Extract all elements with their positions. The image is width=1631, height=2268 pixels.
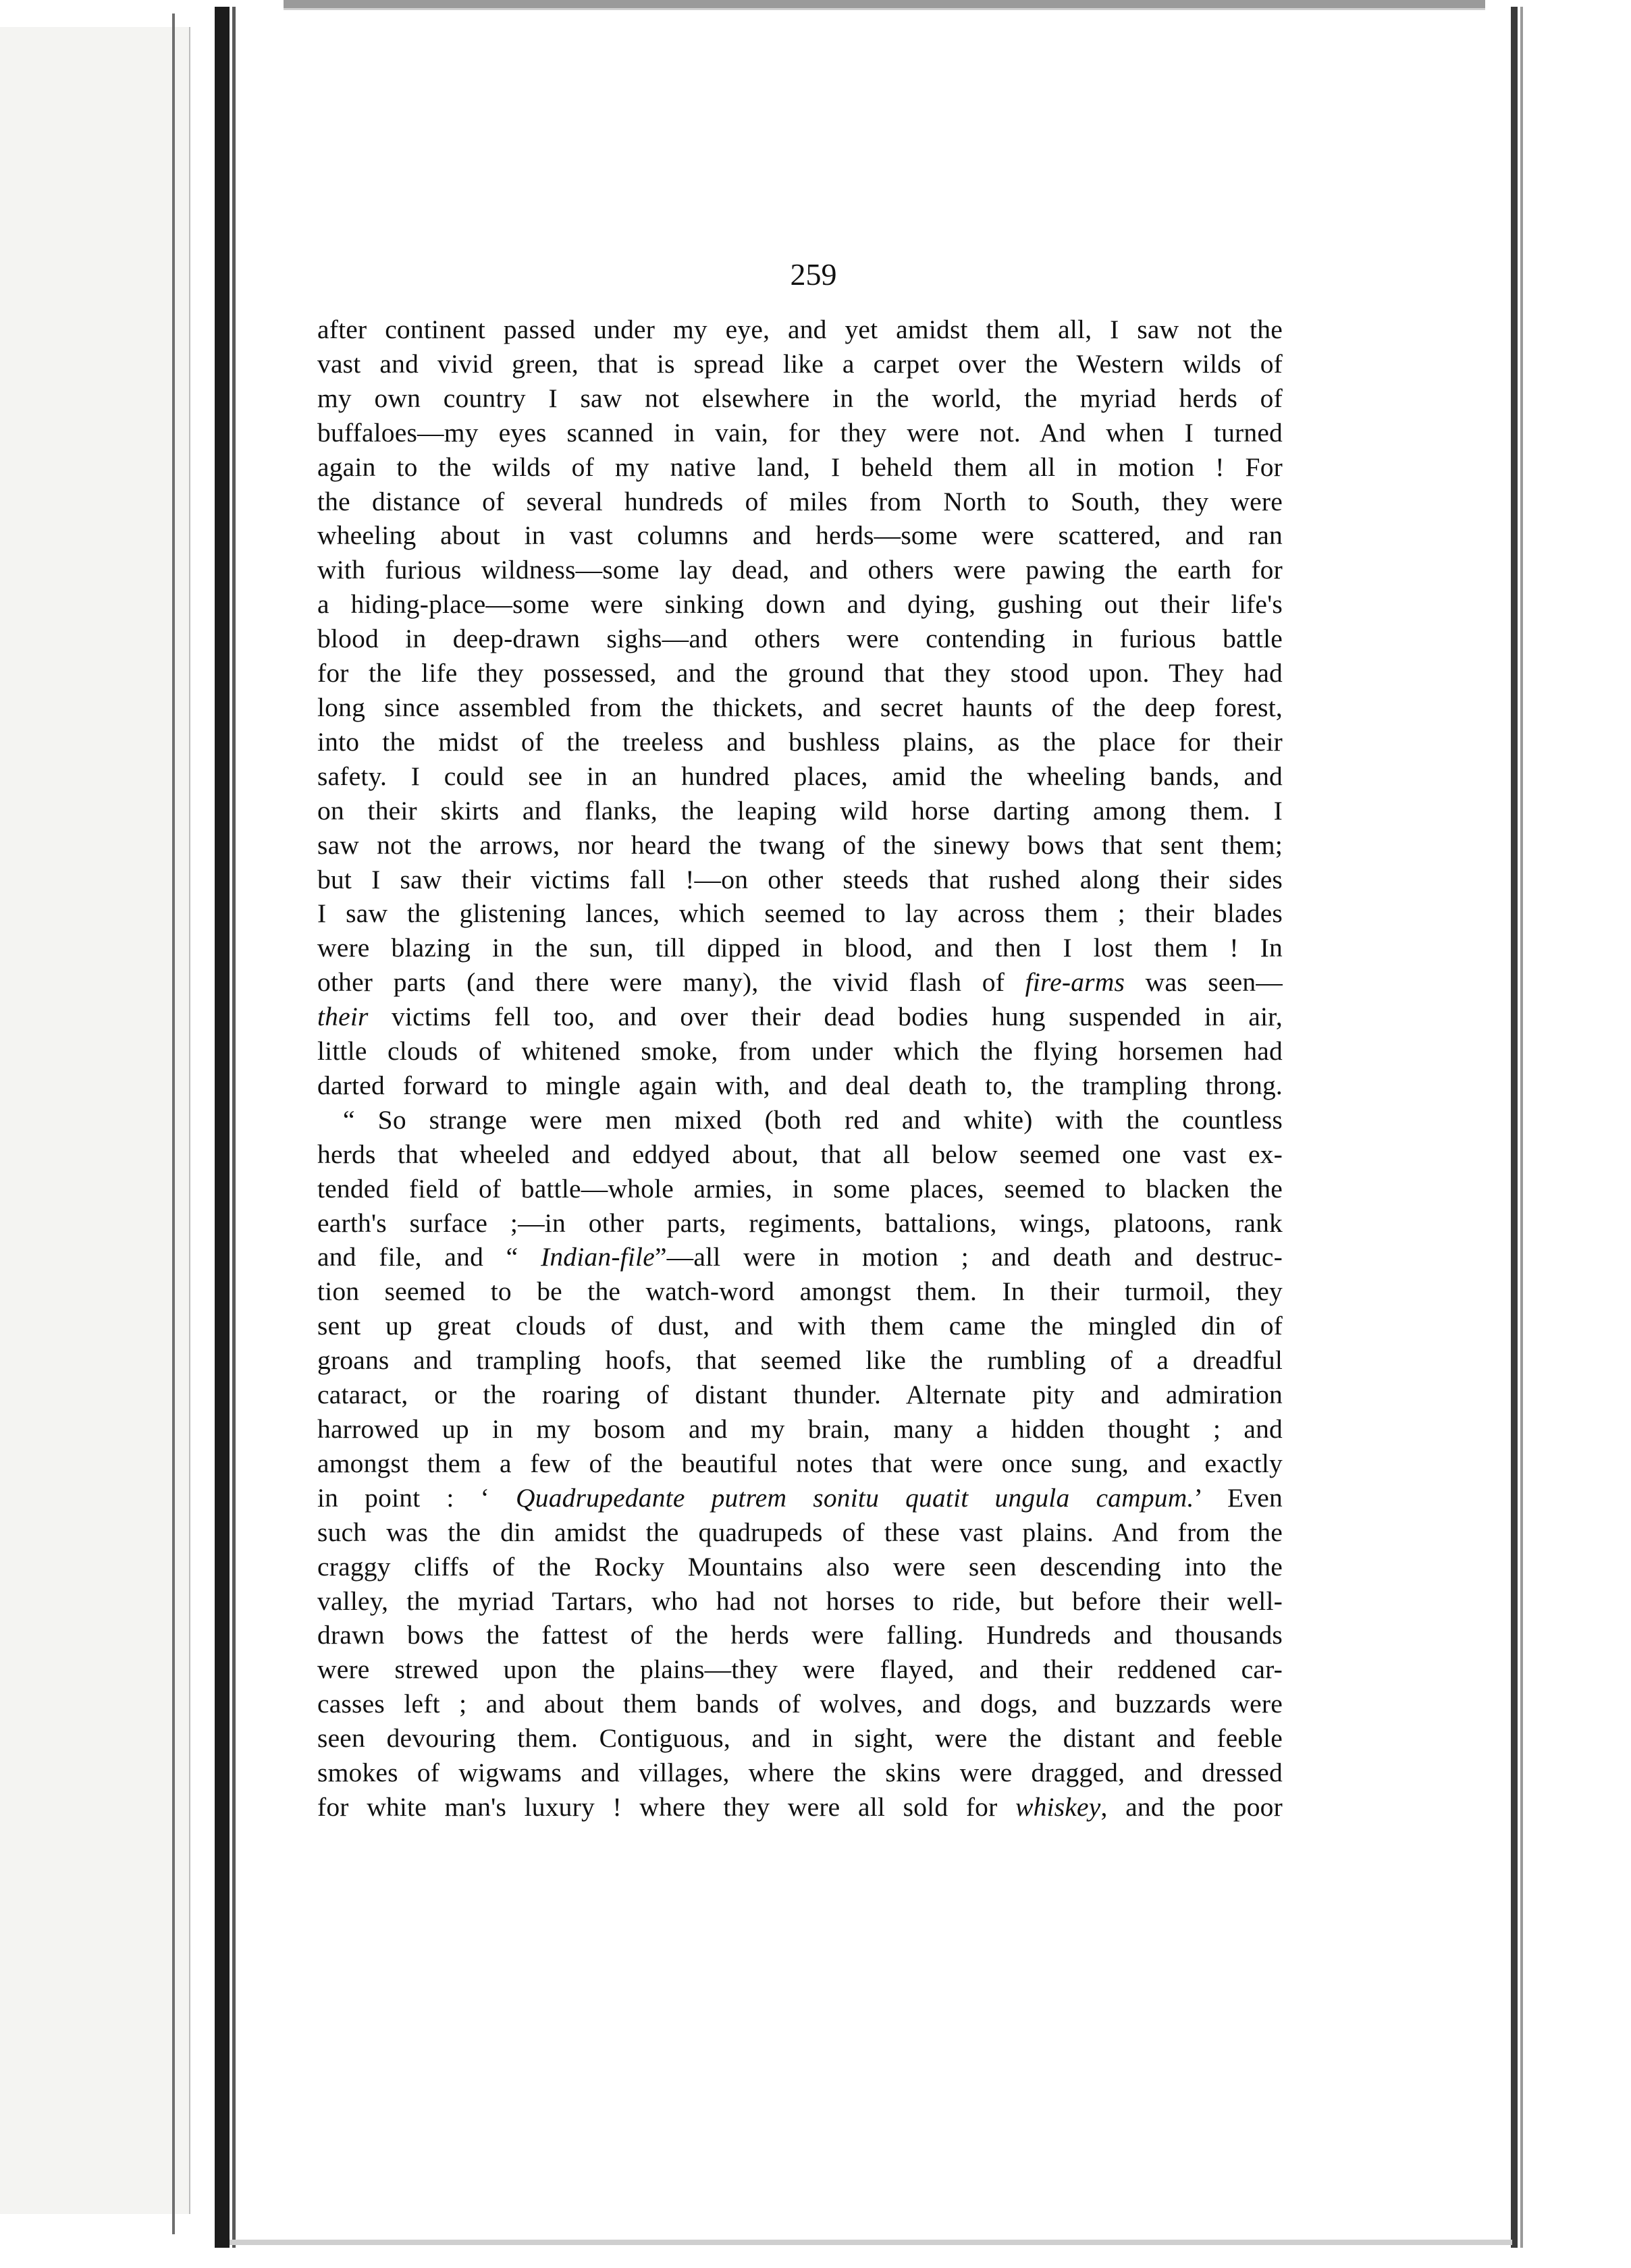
italic-run: whiskey	[1015, 1791, 1101, 1822]
page-content	[317, 256, 1283, 1825]
text-line: with furious wildness—some lay dead, and others were pawing the earth for	[317, 555, 1283, 585]
text-line: smokes of wigwams and villages, where the skins were dragged, and dressed	[317, 1758, 1283, 1788]
text-line	[317, 965, 1283, 1000]
text-run: in point : ‘	[317, 1482, 516, 1513]
text-line	[317, 1000, 1283, 1034]
text-line: safety. I could see in an hundred places, amid the wheeling bands, and	[317, 761, 1283, 791]
text-line: cataract, or the roaring of distant thunder. Alternate pity and admiration	[317, 1380, 1283, 1410]
text-line: “ So strange were men mixed (both red and white) with the countless	[343, 1104, 1283, 1135]
text-line: herds that wheeled and eddyed about, that all below seemed one vast ex-	[317, 1139, 1283, 1169]
text-line: blood in deep-drawn sighs—and others were contending in furious battle	[317, 624, 1283, 654]
text-line: tended field of battle—whole armies, in some places, seemed to blacken the	[317, 1173, 1283, 1204]
text-run: was seen—	[1125, 967, 1283, 998]
italic-run: fire-arms	[1025, 967, 1125, 998]
text-run: , and the poor	[1100, 1791, 1283, 1822]
text-line: were strewed upon the plains—they were flayed, and their reddened car-	[317, 1654, 1283, 1685]
text-line: valley, the myriad Tartars, who had not horses to ride, but before their well-	[317, 1586, 1283, 1616]
text-line: again to the wilds of my native land, I beheld them all in motion ! For	[317, 452, 1283, 482]
italic-run: Quadrupedante putrem sonitu quatit ungula campum.	[516, 1482, 1194, 1513]
left-leaf-shadow	[172, 14, 175, 2234]
right-page-edge	[1511, 7, 1518, 2248]
text-line: buffaloes—my eyes scanned in vain, for they were not. And when I turned	[317, 417, 1283, 448]
text-line: earth's surface ;—in other parts, regiments, battalions, wings, platoons, rank	[317, 1208, 1283, 1238]
text-line: amongst them a few of the beautiful notes that were once sung, and exactly	[317, 1448, 1283, 1478]
italic-run: their	[317, 1002, 369, 1032]
text-line: drawn bows the fattest of the herds were falling. Hundreds and thousands	[317, 1620, 1283, 1650]
bottom-page-edge	[230, 2240, 1512, 2245]
text-line: groans and trampling hoofs, that seemed like the rumbling of a dreadful	[317, 1345, 1283, 1376]
text-run: ’ Even	[1194, 1482, 1283, 1513]
right-page-edge-shadow	[1520, 7, 1523, 2248]
text-line: my own country I saw not elsewhere in the world, the myriad herds of	[317, 383, 1283, 413]
text-line	[317, 1790, 1283, 1825]
text-line: were blazing in the sun, till dipped in blood, and then I lost them ! In	[317, 933, 1283, 963]
text-line: little clouds of whitened smoke, from under which the flying horsemen had	[317, 1036, 1283, 1066]
text-line: a hiding-place—some were sinking down and dying, gushing out their life's	[317, 589, 1283, 620]
text-line: seen devouring them. Contiguous, and in sight, were the distant and feeble	[317, 1723, 1283, 1754]
text-line	[317, 1240, 1283, 1274]
text-line: such was the din amidst the quadrupeds of these vast plains. And from the	[317, 1517, 1283, 1547]
top-page-edge-shadow	[284, 8, 1485, 10]
text-line: harrowed up in my bosom and my brain, many a hidden thought ; and	[317, 1414, 1283, 1444]
text-line: wheeling about in vast columns and herds—some were scattered, and ran	[317, 520, 1283, 551]
text-line: for the life they possessed, and the ground that they stood upon. They had	[317, 658, 1283, 688]
text-run: and file, and “	[317, 1242, 541, 1272]
text-line: but I saw their victims fall !—on other steeds that rushed along their sides	[317, 864, 1283, 894]
text-line: after continent passed under my eye, and yet amidst them all, I saw not the	[317, 315, 1283, 344]
text-line: tion seemed to be the watch-word amongst them. In their turmoil, they	[317, 1276, 1283, 1307]
top-page-edge	[284, 0, 1485, 8]
text-run: other parts (and there were many), the vivid flash of	[317, 967, 1025, 998]
text-line: sent up great clouds of dust, and with them came the mingled din of	[317, 1311, 1283, 1341]
body-text	[317, 313, 1283, 1825]
text-line: craggy cliffs of the Rocky Mountains also were seen descending into the	[317, 1551, 1283, 1582]
text-line: on their skirts and flanks, the leaping wild horse darting among them. I	[317, 795, 1283, 826]
text-run: victims fell too, and over their dead bodies hung suspended in air,	[368, 1002, 1283, 1032]
italic-run: Indian-file	[541, 1242, 655, 1272]
text-run: ”—all were in motion ; and death and destruc-	[654, 1242, 1283, 1272]
text-line: into the midst of the treeless and bushless plains, as the place for their	[317, 726, 1283, 757]
page-number: 259	[790, 257, 837, 292]
left-page-edge	[0, 27, 190, 2214]
text-run: for white man's luxury ! where they were all sold for	[317, 1791, 1016, 1822]
text-line: saw not the arrows, nor heard the twang of the sinewy bows that sent them;	[317, 830, 1283, 860]
text-line	[317, 1481, 1283, 1515]
text-line: casses left ; and about them bands of wolves, and dogs, and buzzards were	[317, 1689, 1283, 1719]
text-line: the distance of several hundreds of miles from North to South, they were	[317, 486, 1283, 516]
text-line: vast and vivid green, that is spread like a carpet over the Western wilds of	[317, 348, 1283, 379]
text-line: darted forward to mingle again with, and deal death to, the trampling throng.	[317, 1070, 1283, 1100]
binding-gutter	[215, 7, 230, 2248]
text-line: long since assembled from the thickets, and secret haunts of the deep forest,	[317, 692, 1283, 722]
binding-gutter-shadow	[232, 7, 236, 2248]
text-line: I saw the glistening lances, which seemed to lay across them ; their blades	[317, 898, 1283, 929]
